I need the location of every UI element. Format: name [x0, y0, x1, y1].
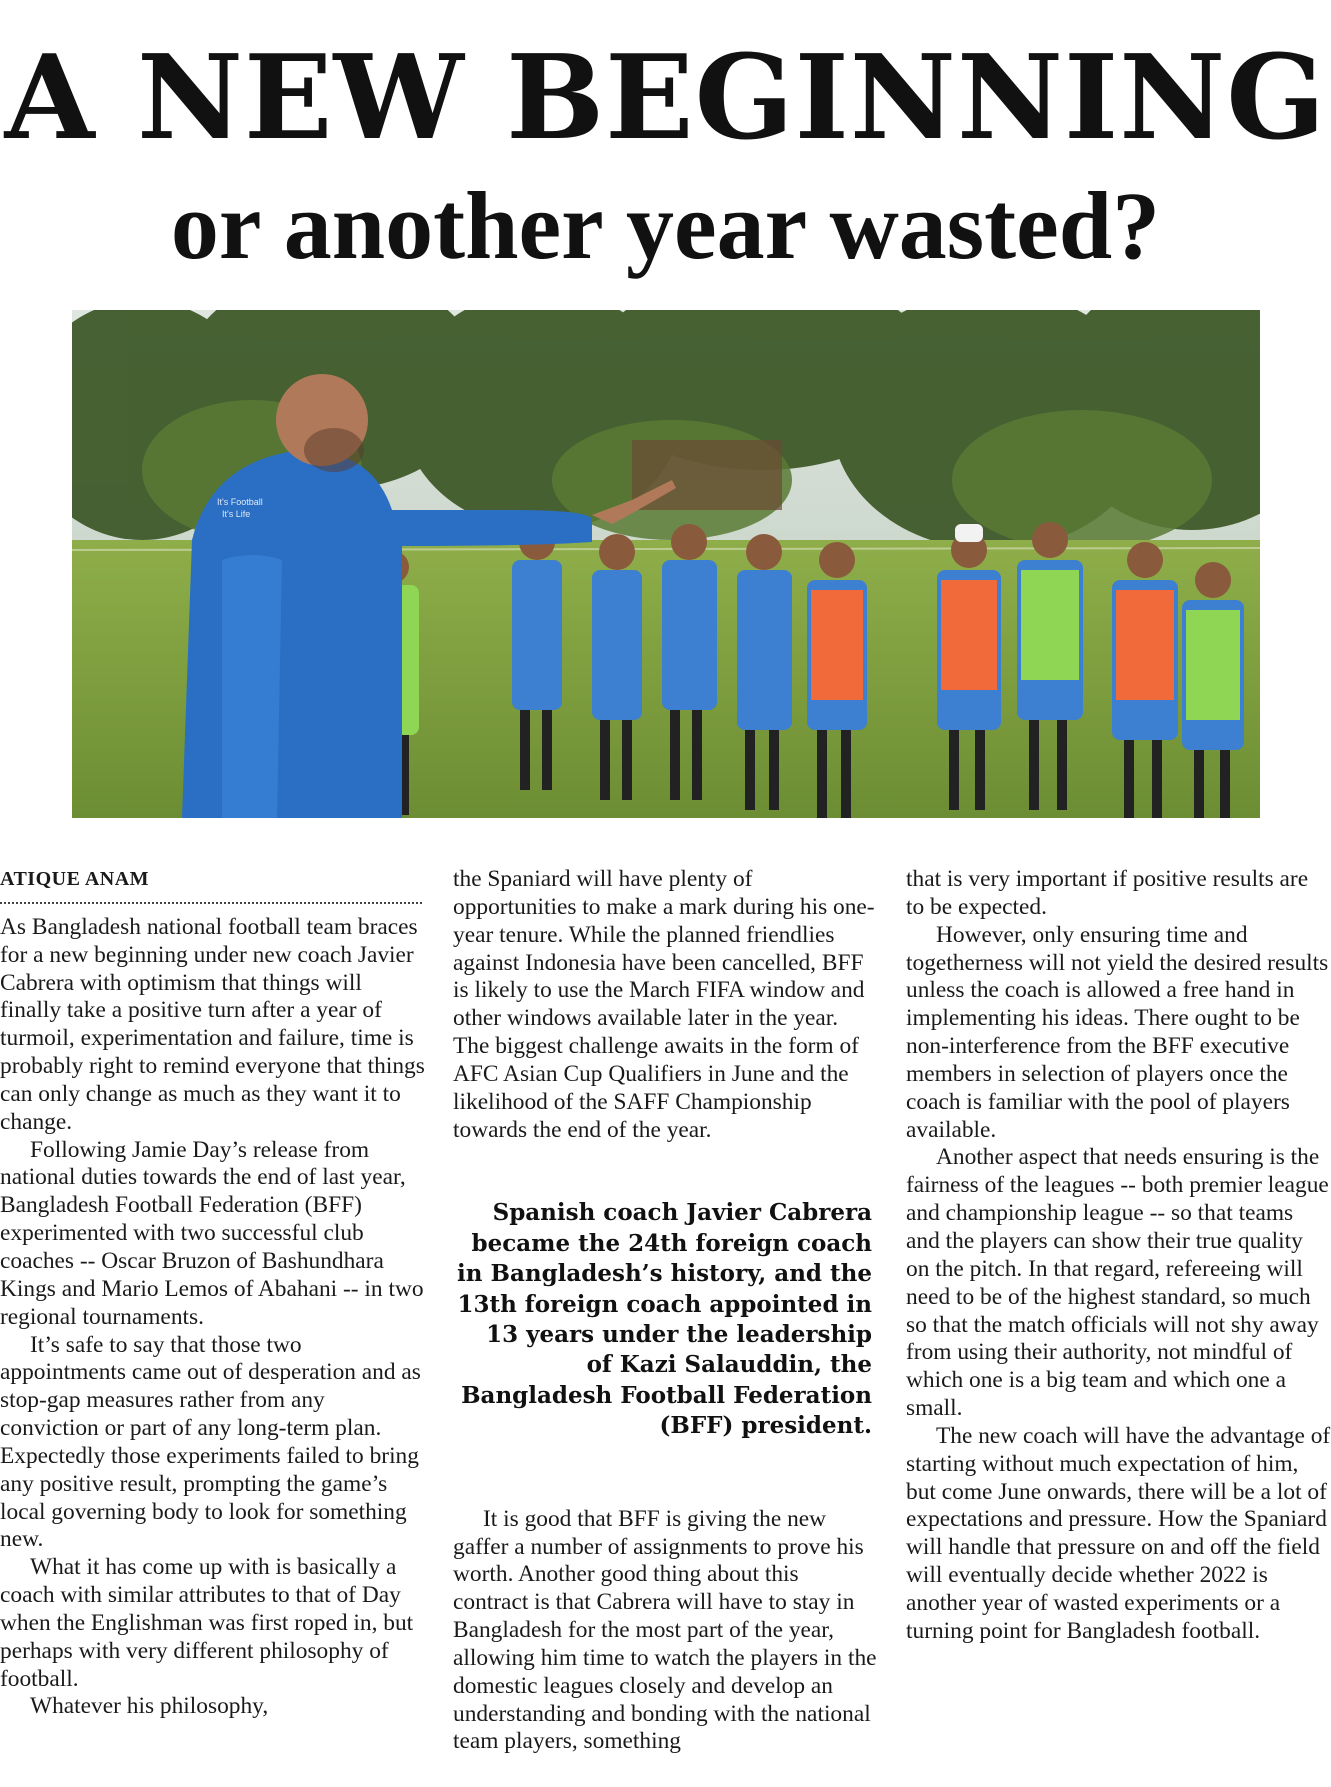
column-1	[0, 866, 425, 1721]
pull-quote: Spanish coach Javier Cabrera became the 24th foreign coach in Bangladesh’s history, and the 13th foreign coach appointed in 13 years under the leadership of Kazi Salauddin, the Bangladesh Football Federation (BFF) president.	[457, 1199, 872, 1440]
jacket-text: It's Football	[217, 497, 263, 507]
col1-para-1: As Bangladesh national football team braces for a new beginning under new coach Javier Cabrera with optimism that things will finally take a positive turn after a year of turmoil, experimentation and failure, time is probably right to remind everyone that things can only change as much as they want it to change.	[0, 913, 425, 1135]
col3-para-3: Another aspect that needs ensuring is the fairness of the leagues -- both premier league and championship league -- so that teams and the players can show their true quality on the pitch. In that regard, refereeing will need to be of the highest standard, so much so that the match officials will not shy away from using their authority, not mindful of which one is a big team and which one a small.	[906, 1144, 1329, 1422]
col3-para-2: However, only ensuring time and togetherness will not yield the desired results unless the coach is allowed a free hand in implementing his ideas. There ought to be non-interference from the BFF executive members in selection of players once the coach is familiar with the pool of players available.	[906, 921, 1329, 1143]
column-2	[453, 866, 878, 1756]
col2-para-2: It is good that BFF is giving the new gaffer a number of assignments to prove his worth. Another good thing about this contract is that Cabrera will have to stay in Bangladesh for the most part of the year, allowing him time to watch the players in the domestic leagues closely and develop an understanding and bonding with the national team players, something	[453, 1505, 877, 1755]
jacket-text-2: It's Life	[222, 509, 251, 519]
article-photo	[72, 310, 1260, 818]
column-3	[906, 866, 1331, 1646]
headline: A NEW BEGINNING	[4, 30, 1327, 166]
col1-para-2: Following Jamie Day’s release from national duties towards the end of last year, Bangladesh Football Federation (BFF) experimented with two successful club coaches -- Oscar Bruzon of Bashundhara Kings and Mario Lemos of Abahani -- in two regional tournaments.	[0, 1136, 424, 1330]
col1-para-4: What it has come up with is basically a coach with similar attributes to that of Day when the Englishman was first roped in, but perhaps with very different philosophy of football.	[0, 1554, 414, 1692]
col3-para-1: that is very important if positive results are to be expected.	[906, 866, 1309, 920]
byline: ATIQUE ANAM	[0, 866, 422, 904]
col1-para-5: Whatever his philosophy,	[30, 1693, 269, 1720]
subheadline: or another year wasted?	[170, 172, 1161, 279]
col3-para-4: The new coach will have the advantage of starting without much expectation of him, but come June onwards, there will be a lot of expectations and pressure. How the Spaniard will handle that pressure on and off the field will eventually decide whether 2022 is another year of wasted experiments or a turning point for Bangladesh football.	[906, 1422, 1331, 1644]
football-training-photo	[72, 310, 1260, 818]
col2-para-1: the Spaniard will have plenty of opportunities to make a mark during his one-year tenure. While the planned friendlies against Indonesia have been cancelled, BFF is likely to use the March FIFA window and other windows available later in the year. The biggest challenge awaits in the form of AFC Asian Cup Qualifiers in June and the likelihood of the SAFF Championship towards the end of the year.	[453, 866, 875, 1143]
col1-para-3: It’s safe to say that those two appointments came out of desperation and as stop-gap measures rather from any conviction or part of any long-term plan. Expectedly those experiments failed to bring any positive result, prompting the game’s local governing body to look for something new.	[0, 1331, 421, 1553]
